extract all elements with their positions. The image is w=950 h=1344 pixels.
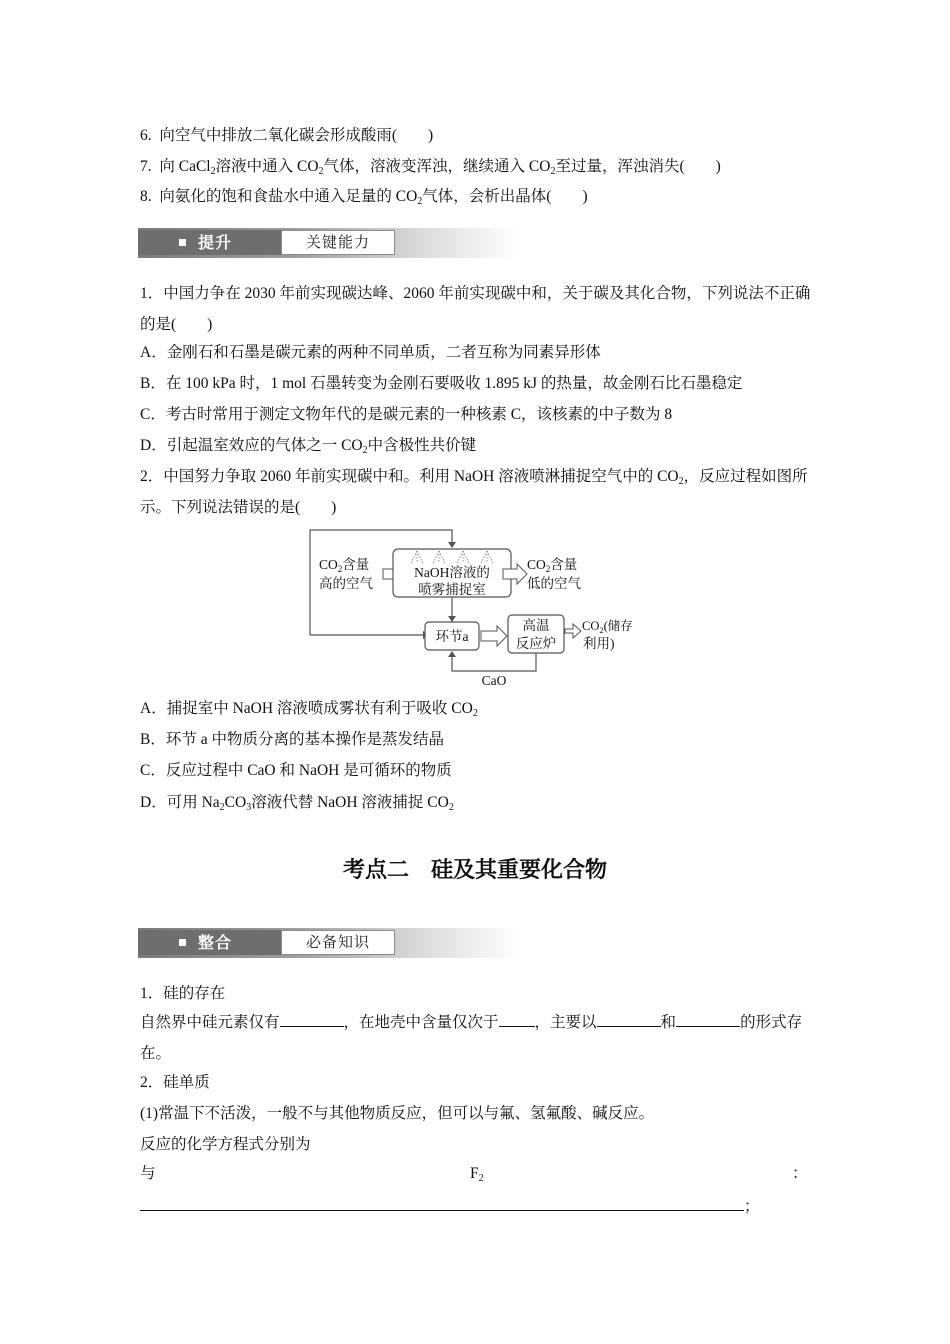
section-title: 考点二 硅及其重要化合物 <box>342 858 607 883</box>
option-text: CO <box>224 794 247 811</box>
answer-blank[interactable] <box>597 1011 661 1027</box>
item-text: 溶液中通入 CO <box>215 158 319 175</box>
question-2-option-d <box>140 793 454 813</box>
input-air-label-2: 高的空气 <box>319 576 373 591</box>
chamber-label-1: NaOH溶液的 <box>414 565 490 580</box>
chamber-label-2: 喷雾捕捉室 <box>418 582 486 597</box>
hollow-arrow-right-icon <box>481 626 507 646</box>
arrow-down-icon <box>448 542 456 548</box>
subscript: 3 <box>246 802 252 813</box>
knowledge-heading-1: 1．硅的存在 <box>140 985 226 1002</box>
subscript: 2 <box>448 802 454 813</box>
formula-text: F <box>470 1165 479 1182</box>
output-air-label: $CO_2$含量 <box>527 557 578 574</box>
tf-item-8 <box>140 187 588 207</box>
subscript: 2 <box>219 802 225 813</box>
question-1-stem: 1．中国力争在 2030 年前实现碳达峰、2060 年前实现碳中和，关于碳及其化合物，下列说法不正确的是( ) <box>140 285 811 333</box>
tf-item-6 <box>140 126 433 146</box>
option-text: D．引起温室效应的气体之一 CO <box>140 437 363 454</box>
option-text: 溶液代替 NaOH 溶液捕捉 CO <box>251 794 449 811</box>
cao-label: CaO <box>481 673 507 688</box>
question-2-option-b: B．环节 a 中物质分离的基本操作是蒸发结晶 <box>140 731 444 748</box>
question-1-option-b: B．在 100 kPa 时，1 mol 石墨转变为金刚石要吸收 1.895 kJ 的热量，故金刚石比石墨稳定 <box>140 375 743 392</box>
answer-blank[interactable] <box>676 1011 740 1027</box>
subscript: 2 <box>678 476 684 487</box>
question-2-option-c: C．反应过程中 CaO 和 NaOH 是可循环的物质 <box>140 762 452 779</box>
furnace-label-1: 高温 <box>522 618 550 633</box>
subscript: 2 <box>550 166 556 177</box>
semicolon-mark: ； <box>744 1198 760 1215</box>
question-1-option-d <box>140 436 476 456</box>
paragraph-text: ，在地壳中含量仅次于 <box>343 1014 499 1031</box>
step-a-label: 环节a <box>435 629 469 644</box>
output-air-label-2: 低的空气 <box>527 576 581 591</box>
recycle-line-cao <box>452 653 536 671</box>
banner-tag: 必备知识 <box>281 930 395 955</box>
paragraph-text: 的形式存在。 <box>140 1014 803 1062</box>
input-air-label: $CO_2$含量 <box>319 557 370 574</box>
knowledge-heading-2: 2．硅单质 <box>140 1074 210 1091</box>
product-label: $CO_2$(储存 <box>582 619 633 635</box>
item-text: 向 CaCl <box>159 158 211 175</box>
subscript: 2 <box>478 1173 484 1184</box>
paragraph-text: ，主要以 <box>534 1014 597 1031</box>
stem-text: 2．中国努力争取 2060 年前实现碳中和。利用 NaOH 溶液喷淋捕捉空气中的 CO <box>140 468 679 485</box>
option-text: D．可用 Na <box>140 794 220 811</box>
knowledge-paragraph-1 <box>140 1007 812 1069</box>
square-bullet-icon <box>179 239 186 246</box>
process-flow-diagram <box>305 525 645 690</box>
subscript: 2 <box>362 445 368 456</box>
subscript: 2 <box>318 166 324 177</box>
subscript: 2 <box>210 166 216 177</box>
item-number: 6. <box>140 127 152 144</box>
paragraph-text: 自然界中硅元素仅有 <box>140 1014 280 1031</box>
knowledge-paragraph-4 <box>140 1164 808 1184</box>
option-text: A．捕捉室中 NaOH 溶液喷成雾状有利于吸收 CO <box>140 700 473 717</box>
question-2-stem <box>140 461 812 523</box>
paragraph-text: 与 <box>140 1165 156 1182</box>
question-1-option-a: A．金刚石和石墨是碳元素的两种不同单质，二者互称为同素异形体 <box>140 344 601 361</box>
banner-title: 提升 <box>198 233 233 252</box>
banner-tag: 关键能力 <box>281 230 395 255</box>
fluorine-formula <box>470 1164 484 1184</box>
question-1-option-c: C．考古时常用于测定文物年代的是碳元素的一种核素 C，该核素的中子数为 8 <box>140 406 673 423</box>
colon-mark: ： <box>792 1165 808 1182</box>
subscript: 2 <box>472 708 478 719</box>
subscript: 2 <box>417 196 423 207</box>
banner-title: 整合 <box>198 933 233 952</box>
hollow-arrow-right-icon <box>565 624 581 638</box>
item-text: 至过量，浑浊消失( ) <box>555 158 721 175</box>
knowledge-paragraph-2: (1)常温下不活泼，一般不与其他物质反应，但可以与氟、氢氟酸、碱反应。 <box>140 1105 655 1122</box>
tf-item-7 <box>140 157 721 177</box>
answer-blank[interactable] <box>499 1011 535 1027</box>
question-2-option-a <box>140 699 478 719</box>
knowledge-paragraph-3: 反应的化学方程式分别为 <box>140 1136 311 1153</box>
item-number: 8. <box>140 188 152 205</box>
section-banner-knowledge <box>138 928 518 958</box>
furnace-label-2: 反应炉 <box>515 636 557 651</box>
item-text: 向空气中排放二氧化碳会形成酸雨( ) <box>159 127 434 144</box>
answer-blank[interactable] <box>280 1011 344 1027</box>
option-text: 中含极性共价键 <box>367 437 477 454</box>
item-text: 气体，会析出晶体( ) <box>422 188 588 205</box>
product-label-2: 利用) <box>583 636 615 651</box>
knowledge-paragraph-5 <box>140 1195 760 1217</box>
item-number: 7. <box>140 158 152 175</box>
square-bullet-icon <box>179 939 186 946</box>
item-text: 向氨化的饱和食盐水中通入足量的 CO <box>159 188 418 205</box>
item-text: 气体，溶液变浑浊，继续通入 CO <box>323 158 551 175</box>
answer-blank-long[interactable] <box>140 1195 744 1211</box>
paragraph-text: 和 <box>660 1014 677 1031</box>
arrow-up-icon <box>448 651 456 657</box>
section-banner-ability <box>138 228 518 258</box>
arrow-down-icon <box>448 616 456 622</box>
stem-text: ，反应过程如图所示。下列说法错误的是( ) <box>140 468 808 516</box>
